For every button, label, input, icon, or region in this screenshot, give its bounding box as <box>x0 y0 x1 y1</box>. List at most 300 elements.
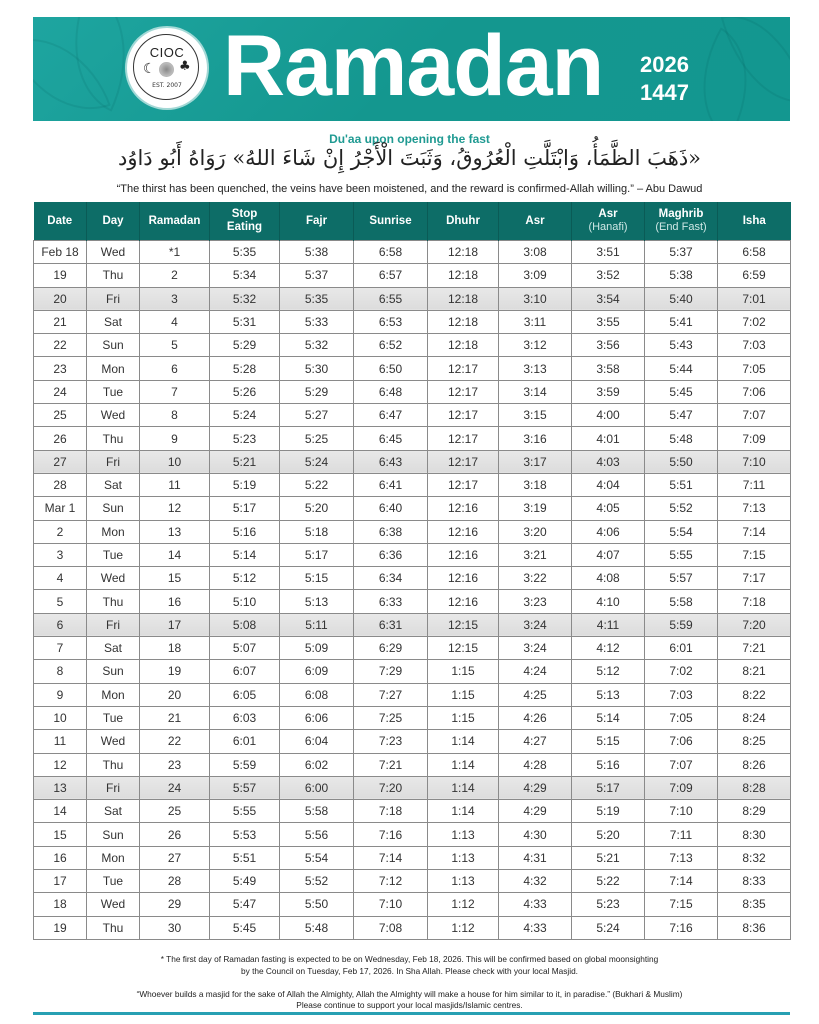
cell-asr-hanafi: 5:21 <box>572 846 645 869</box>
cell-fajr: 5:22 <box>280 473 354 496</box>
cell-ramadan-day: 18 <box>140 637 210 660</box>
cell-ramadan-day: 6 <box>140 357 210 380</box>
cell-fajr: 5:11 <box>280 613 354 636</box>
cell-asr-hanafi: 5:17 <box>572 776 645 799</box>
column-header-date <box>34 202 87 241</box>
cell-isha: 8:28 <box>718 776 791 799</box>
column-header-label: Day <box>102 214 124 227</box>
cell-sunrise: 7:20 <box>354 776 428 799</box>
cell-ramadan-day: 25 <box>140 800 210 823</box>
column-header-label: Asr <box>598 208 618 220</box>
cell-fajr: 5:27 <box>280 404 354 427</box>
cell-fajr: 6:02 <box>280 753 354 776</box>
cell-date: 27 <box>34 450 87 473</box>
cell-asr: 3:11 <box>499 310 572 333</box>
cell-asr: 3:16 <box>499 427 572 450</box>
cell-asr: 4:30 <box>499 823 572 846</box>
cell-dhuhr: 12:17 <box>428 380 499 403</box>
column-header-asr-hanafi <box>572 202 645 241</box>
cell-isha: 7:09 <box>718 427 791 450</box>
column-header-isha <box>718 202 791 241</box>
cell-isha: 8:35 <box>718 893 791 916</box>
cell-asr: 4:33 <box>499 916 572 939</box>
column-header-label: Date <box>47 214 73 227</box>
cell-date: 15 <box>34 823 87 846</box>
cell-ramadan-day: 19 <box>140 660 210 683</box>
cell-day: Thu <box>87 916 140 939</box>
cell-isha: 8:32 <box>718 846 791 869</box>
cell-asr: 4:32 <box>499 870 572 893</box>
cell-dhuhr: 12:18 <box>428 264 499 287</box>
cell-asr-hanafi: 4:03 <box>572 450 645 473</box>
year-hijri: 1447 <box>640 80 689 105</box>
cell-asr: 3:22 <box>499 567 572 590</box>
logo-established: EST. 2007 <box>152 82 182 89</box>
cell-date: 24 <box>34 380 87 403</box>
cell-asr: 3:18 <box>499 473 572 496</box>
cell-asr-hanafi: 3:54 <box>572 287 645 310</box>
cell-day: Wed <box>87 730 140 753</box>
hadith-line: “Whoever builds a masjid for the sake of Allah the Almighty, Allah the Almighty will make a house for him similar to it, in paradise.” (Bukhari & Muslim) <box>136 989 683 999</box>
cell-stop-eating: 5:31 <box>210 310 280 333</box>
cell-stop-eating: 5:26 <box>210 380 280 403</box>
column-header-label: Sunrise <box>369 214 412 227</box>
cell-fajr: 5:09 <box>280 637 354 660</box>
table-row <box>34 241 791 264</box>
cell-fajr: 5:32 <box>280 334 354 357</box>
cell-ramadan-day: 30 <box>140 916 210 939</box>
cell-asr: 3:13 <box>499 357 572 380</box>
cell-day: Fri <box>87 450 140 473</box>
cell-asr-hanafi: 5:15 <box>572 730 645 753</box>
cell-day: Mon <box>87 846 140 869</box>
cell-stop-eating: 6:01 <box>210 730 280 753</box>
cell-date: 26 <box>34 427 87 450</box>
cell-asr: 3:24 <box>499 613 572 636</box>
cell-dhuhr: 1:13 <box>428 846 499 869</box>
table-row <box>34 870 791 893</box>
cell-stop-eating: 6:07 <box>210 660 280 683</box>
cell-stop-eating: 5:47 <box>210 893 280 916</box>
cell-maghrib: 5:45 <box>645 380 718 403</box>
cell-maghrib: 5:48 <box>645 427 718 450</box>
table-row <box>34 310 791 333</box>
cell-date: 28 <box>34 473 87 496</box>
cell-asr-hanafi: 4:07 <box>572 543 645 566</box>
cell-sunrise: 6:33 <box>354 590 428 613</box>
cell-sunrise: 6:53 <box>354 310 428 333</box>
cell-day: Sat <box>87 473 140 496</box>
cell-asr: 3:10 <box>499 287 572 310</box>
cell-stop-eating: 5:34 <box>210 264 280 287</box>
cell-date: 10 <box>34 706 87 729</box>
table-row <box>34 427 791 450</box>
table-row <box>34 404 791 427</box>
cell-date: 13 <box>34 776 87 799</box>
cell-ramadan-day: 17 <box>140 613 210 636</box>
cell-fajr: 5:35 <box>280 287 354 310</box>
cell-isha: 7:10 <box>718 450 791 473</box>
cell-ramadan-day: *1 <box>140 241 210 264</box>
column-header-day <box>87 202 140 241</box>
cell-maghrib: 5:50 <box>645 450 718 473</box>
cell-date: Feb 18 <box>34 241 87 264</box>
cell-isha: 7:11 <box>718 473 791 496</box>
cell-dhuhr: 1:15 <box>428 683 499 706</box>
cell-date: 25 <box>34 404 87 427</box>
cell-asr: 3:14 <box>499 380 572 403</box>
cell-maghrib: 6:01 <box>645 637 718 660</box>
cell-stop-eating: 5:14 <box>210 543 280 566</box>
cell-fajr: 6:00 <box>280 776 354 799</box>
cell-ramadan-day: 13 <box>140 520 210 543</box>
cell-date: 11 <box>34 730 87 753</box>
cell-ramadan-day: 3 <box>140 287 210 310</box>
cell-asr-hanafi: 3:51 <box>572 241 645 264</box>
cell-isha: 8:33 <box>718 870 791 893</box>
cell-stop-eating: 5:32 <box>210 287 280 310</box>
cell-dhuhr: 12:16 <box>428 567 499 590</box>
cell-asr: 4:33 <box>499 893 572 916</box>
cell-asr-hanafi: 5:19 <box>572 800 645 823</box>
cell-stop-eating: 5:29 <box>210 334 280 357</box>
cell-asr: 3:08 <box>499 241 572 264</box>
table-row <box>34 637 791 660</box>
cell-asr: 3:21 <box>499 543 572 566</box>
table-row <box>34 543 791 566</box>
cell-stop-eating: 5:16 <box>210 520 280 543</box>
cell-day: Wed <box>87 404 140 427</box>
cell-sunrise: 7:29 <box>354 660 428 683</box>
cell-dhuhr: 12:18 <box>428 241 499 264</box>
cell-asr-hanafi: 5:23 <box>572 893 645 916</box>
cell-isha: 7:21 <box>718 637 791 660</box>
cell-stop-eating: 5:10 <box>210 590 280 613</box>
cell-day: Tue <box>87 543 140 566</box>
cell-dhuhr: 12:15 <box>428 637 499 660</box>
column-header-label: Maghrib <box>658 208 704 220</box>
crescent-star-icon: ☾ <box>143 61 156 77</box>
column-header-asr <box>499 202 572 241</box>
cell-maghrib: 5:58 <box>645 590 718 613</box>
cell-day: Tue <box>87 380 140 403</box>
cell-maghrib: 5:57 <box>645 567 718 590</box>
cell-stop-eating: 5:45 <box>210 916 280 939</box>
cell-asr-hanafi: 4:12 <box>572 637 645 660</box>
cell-fajr: 6:09 <box>280 660 354 683</box>
cell-sunrise: 7:12 <box>354 870 428 893</box>
cell-stop-eating: 5:23 <box>210 427 280 450</box>
cell-date: 21 <box>34 310 87 333</box>
column-header-sublabel: (Hanafi) <box>588 221 628 233</box>
cell-asr-hanafi: 4:04 <box>572 473 645 496</box>
cell-stop-eating: 5:49 <box>210 870 280 893</box>
logo-abbreviation: CIOC <box>149 45 185 60</box>
cell-dhuhr: 1:14 <box>428 800 499 823</box>
cell-sunrise: 6:36 <box>354 543 428 566</box>
cell-isha: 7:17 <box>718 567 791 590</box>
cell-date: 16 <box>34 846 87 869</box>
cell-sunrise: 7:14 <box>354 846 428 869</box>
cell-asr: 4:29 <box>499 800 572 823</box>
cell-fajr: 5:38 <box>280 241 354 264</box>
table-row <box>34 357 791 380</box>
cell-date: 12 <box>34 753 87 776</box>
cell-isha: 7:14 <box>718 520 791 543</box>
cell-dhuhr: 12:17 <box>428 357 499 380</box>
cell-isha: 7:18 <box>718 590 791 613</box>
cell-isha: 7:03 <box>718 334 791 357</box>
table-row <box>34 776 791 799</box>
cell-date: 19 <box>34 264 87 287</box>
cell-fajr: 5:13 <box>280 590 354 613</box>
cell-sunrise: 6:43 <box>354 450 428 473</box>
hadith-line: Please continue to support your local masjids/Islamic centres. <box>296 1000 523 1010</box>
cell-asr: 3:19 <box>499 497 572 520</box>
table-row <box>34 520 791 543</box>
cell-dhuhr: 1:12 <box>428 916 499 939</box>
cell-asr-hanafi: 3:59 <box>572 380 645 403</box>
table-row <box>34 264 791 287</box>
cell-maghrib: 7:07 <box>645 753 718 776</box>
column-header-ramadan-day <box>140 202 210 241</box>
cell-stop-eating: 5:21 <box>210 450 280 473</box>
cell-fajr: 5:52 <box>280 870 354 893</box>
cell-fajr: 6:06 <box>280 706 354 729</box>
cell-fajr: 5:48 <box>280 916 354 939</box>
cell-ramadan-day: 15 <box>140 567 210 590</box>
cell-sunrise: 7:21 <box>354 753 428 776</box>
cell-dhuhr: 12:16 <box>428 520 499 543</box>
cell-date: 9 <box>34 683 87 706</box>
cell-ramadan-day: 21 <box>140 706 210 729</box>
cell-fajr: 5:50 <box>280 893 354 916</box>
cell-date: 14 <box>34 800 87 823</box>
cell-isha: 8:21 <box>718 660 791 683</box>
cell-stop-eating: 5:28 <box>210 357 280 380</box>
cell-sunrise: 6:52 <box>354 334 428 357</box>
cell-asr: 3:09 <box>499 264 572 287</box>
table-row <box>34 683 791 706</box>
cell-isha: 7:06 <box>718 380 791 403</box>
table-header-row <box>34 202 791 241</box>
cell-isha: 6:58 <box>718 241 791 264</box>
cell-sunrise: 6:31 <box>354 613 428 636</box>
cell-stop-eating: 5:12 <box>210 567 280 590</box>
cell-sunrise: 6:34 <box>354 567 428 590</box>
cell-sunrise: 7:27 <box>354 683 428 706</box>
cell-asr-hanafi: 5:24 <box>572 916 645 939</box>
cell-fajr: 5:33 <box>280 310 354 333</box>
table-row <box>34 800 791 823</box>
cell-ramadan-day: 5 <box>140 334 210 357</box>
cell-dhuhr: 12:18 <box>428 334 499 357</box>
cell-dhuhr: 12:17 <box>428 473 499 496</box>
cell-isha: 8:29 <box>718 800 791 823</box>
cell-dhuhr: 12:16 <box>428 497 499 520</box>
cell-day: Wed <box>87 893 140 916</box>
cell-ramadan-day: 4 <box>140 310 210 333</box>
cell-maghrib: 5:51 <box>645 473 718 496</box>
cell-dhuhr: 12:18 <box>428 310 499 333</box>
cell-fajr: 5:29 <box>280 380 354 403</box>
cell-maghrib: 7:14 <box>645 870 718 893</box>
cell-maghrib: 7:09 <box>645 776 718 799</box>
cell-date: 3 <box>34 543 87 566</box>
cell-date: Mar 1 <box>34 497 87 520</box>
cell-maghrib: 5:47 <box>645 404 718 427</box>
cell-stop-eating: 5:53 <box>210 823 280 846</box>
cell-dhuhr: 12:16 <box>428 543 499 566</box>
cell-date: 2 <box>34 520 87 543</box>
cell-day: Mon <box>87 357 140 380</box>
cell-ramadan-day: 29 <box>140 893 210 916</box>
cell-ramadan-day: 26 <box>140 823 210 846</box>
cell-asr-hanafi: 4:00 <box>572 404 645 427</box>
cell-date: 18 <box>34 893 87 916</box>
cell-fajr: 5:30 <box>280 357 354 380</box>
cell-asr: 3:24 <box>499 637 572 660</box>
footnote-line: by the Council on Tuesday, Feb 17, 2026. In Sha Allah. Please check with your local Masjid. <box>241 966 578 976</box>
cell-sunrise: 6:47 <box>354 404 428 427</box>
cell-fajr: 5:20 <box>280 497 354 520</box>
cell-isha: 8:22 <box>718 683 791 706</box>
cell-asr-hanafi: 4:06 <box>572 520 645 543</box>
column-header-label: Isha <box>742 214 766 227</box>
cell-asr-hanafi: 4:01 <box>572 427 645 450</box>
cell-ramadan-day: 23 <box>140 753 210 776</box>
cell-asr-hanafi: 5:20 <box>572 823 645 846</box>
cell-fajr: 5:56 <box>280 823 354 846</box>
cell-isha: 8:30 <box>718 823 791 846</box>
table-row <box>34 823 791 846</box>
cell-asr: 4:24 <box>499 660 572 683</box>
cell-sunrise: 6:45 <box>354 427 428 450</box>
cell-isha: 6:59 <box>718 264 791 287</box>
cell-maghrib: 5:37 <box>645 241 718 264</box>
table-row <box>34 753 791 776</box>
cell-asr: 4:29 <box>499 776 572 799</box>
cell-day: Sun <box>87 823 140 846</box>
cell-asr: 4:27 <box>499 730 572 753</box>
cell-sunrise: 6:29 <box>354 637 428 660</box>
cell-maghrib: 7:15 <box>645 893 718 916</box>
cell-sunrise: 6:57 <box>354 264 428 287</box>
table-row <box>34 334 791 357</box>
cell-sunrise: 7:10 <box>354 893 428 916</box>
cell-sunrise: 7:23 <box>354 730 428 753</box>
cell-stop-eating: 6:05 <box>210 683 280 706</box>
cell-stop-eating: 5:59 <box>210 753 280 776</box>
cell-asr-hanafi: 5:22 <box>572 870 645 893</box>
cell-dhuhr: 12:15 <box>428 613 499 636</box>
cell-ramadan-day: 24 <box>140 776 210 799</box>
table-row <box>34 893 791 916</box>
cell-maghrib: 7:05 <box>645 706 718 729</box>
cell-stop-eating: 5:07 <box>210 637 280 660</box>
year-gregorian: 2026 <box>640 52 689 77</box>
table-row <box>34 613 791 636</box>
cell-ramadan-day: 20 <box>140 683 210 706</box>
table-row <box>34 846 791 869</box>
cell-ramadan-day: 7 <box>140 380 210 403</box>
cell-dhuhr: 1:13 <box>428 870 499 893</box>
cell-day: Thu <box>87 427 140 450</box>
cell-dhuhr: 1:15 <box>428 706 499 729</box>
cell-day: Wed <box>87 567 140 590</box>
cell-sunrise: 6:55 <box>354 287 428 310</box>
cell-asr-hanafi: 3:52 <box>572 264 645 287</box>
cell-maghrib: 7:13 <box>645 846 718 869</box>
cell-maghrib: 7:11 <box>645 823 718 846</box>
cell-fajr: 5:25 <box>280 427 354 450</box>
table-row <box>34 590 791 613</box>
cell-day: Fri <box>87 613 140 636</box>
cell-maghrib: 7:02 <box>645 660 718 683</box>
cell-sunrise: 6:40 <box>354 497 428 520</box>
cell-sunrise: 6:58 <box>354 241 428 264</box>
cell-dhuhr: 1:13 <box>428 823 499 846</box>
column-header-label: Asr <box>525 214 545 227</box>
cell-stop-eating: 5:57 <box>210 776 280 799</box>
cell-day: Thu <box>87 264 140 287</box>
footnote-line: * The first day of Ramadan fasting is expected to be on Wednesday, Feb 18, 2026. This will be confirmed based on global moonsighting <box>160 954 659 964</box>
cell-isha: 7:07 <box>718 404 791 427</box>
cell-maghrib: 7:16 <box>645 916 718 939</box>
column-header-stop-eating <box>210 202 280 241</box>
cell-asr-hanafi: 5:12 <box>572 660 645 683</box>
cell-asr: 4:26 <box>499 706 572 729</box>
cell-sunrise: 6:48 <box>354 380 428 403</box>
column-header-label: Fajr <box>305 214 328 227</box>
cell-asr: 3:15 <box>499 404 572 427</box>
cell-stop-eating: 5:17 <box>210 497 280 520</box>
cell-dhuhr: 12:17 <box>428 404 499 427</box>
cell-dhuhr: 12:16 <box>428 590 499 613</box>
cell-isha: 8:25 <box>718 730 791 753</box>
cell-isha: 7:13 <box>718 497 791 520</box>
cell-maghrib: 5:44 <box>645 357 718 380</box>
cell-stop-eating: 5:08 <box>210 613 280 636</box>
column-header-label: Ramadan <box>148 214 201 227</box>
cell-fajr: 6:04 <box>280 730 354 753</box>
cell-sunrise: 6:41 <box>354 473 428 496</box>
column-header-dhuhr <box>428 202 499 241</box>
cell-asr: 3:23 <box>499 590 572 613</box>
cell-day: Sun <box>87 334 140 357</box>
cell-sunrise: 7:08 <box>354 916 428 939</box>
cell-ramadan-day: 9 <box>140 427 210 450</box>
cell-day: Wed <box>87 241 140 264</box>
cell-day: Sat <box>87 637 140 660</box>
cell-day: Thu <box>87 590 140 613</box>
cell-maghrib: 5:38 <box>645 264 718 287</box>
cell-day: Fri <box>87 776 140 799</box>
cell-ramadan-day: 27 <box>140 846 210 869</box>
table-row <box>34 473 791 496</box>
cell-day: Thu <box>87 753 140 776</box>
cell-date: 5 <box>34 590 87 613</box>
cell-dhuhr: 1:14 <box>428 753 499 776</box>
cell-stop-eating: 6:03 <box>210 706 280 729</box>
cell-isha: 7:20 <box>718 613 791 636</box>
cell-maghrib: 5:54 <box>645 520 718 543</box>
cell-day: Sat <box>87 310 140 333</box>
cell-isha: 8:36 <box>718 916 791 939</box>
maple-leaf-icon: ♣ <box>179 59 191 74</box>
column-header-label: Stop Eating <box>226 208 263 233</box>
table-row <box>34 287 791 310</box>
